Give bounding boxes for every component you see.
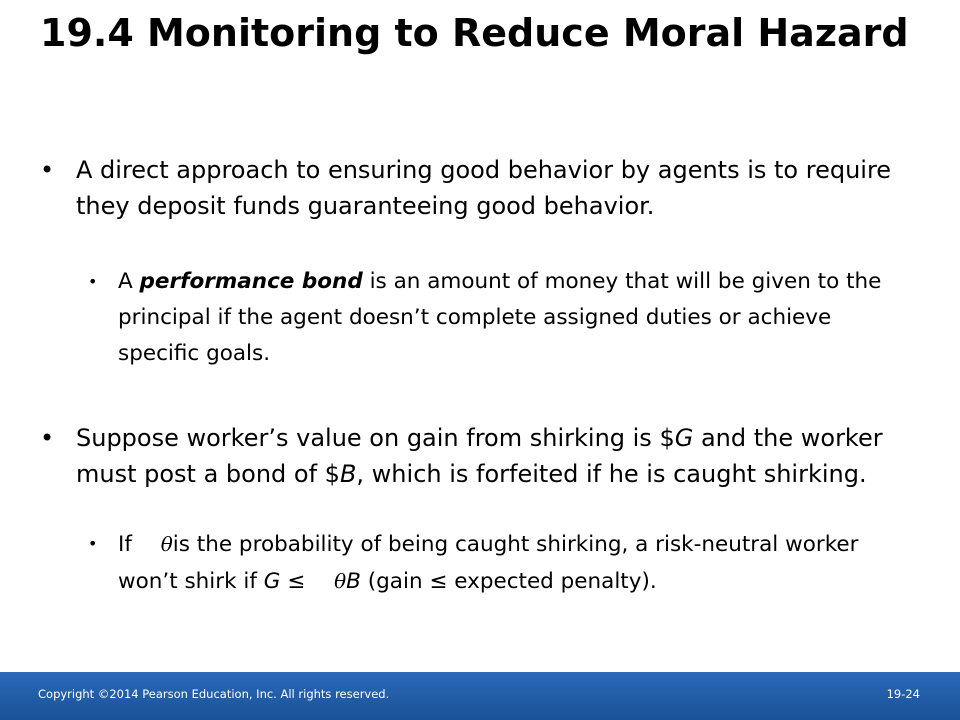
sub-bullet-item: [88, 264, 908, 372]
copyright-text: Copyright ©2014 Pearson Education, Inc. All rights reserved.: [38, 687, 390, 701]
sub-bullet-text-part: (gain ≤ expected penalty).: [360, 569, 657, 594]
sub-bullet-item: [88, 526, 908, 600]
bullet-item: [40, 420, 900, 492]
bullet-icon: •: [40, 424, 55, 452]
theta-symbol: θ: [334, 569, 347, 593]
performance-bond-term: performance bond: [139, 269, 363, 294]
variable-b: B: [339, 460, 357, 488]
slide-title: 19.4 Monitoring to Reduce Moral Hazard: [40, 11, 909, 55]
bullet-text: [76, 420, 900, 492]
sub-bullet-icon: •: [88, 272, 98, 291]
sub-bullet-text: [118, 264, 908, 372]
bullet-item: [40, 152, 900, 224]
bullet-text-part: and the worker must post a bond of $: [76, 424, 883, 488]
variable-g: G: [674, 424, 694, 452]
bullet-text-part: , which is forfeited if he is caught shirking.: [356, 460, 867, 488]
sub-bullet-text-part: If: [118, 532, 139, 557]
bullet-text-part: Suppose worker’s value on gain from shirking is $: [76, 424, 675, 452]
bullet-text: A direct approach to ensuring good behavior by agents is to require they deposit funds guaranteeing good behavior.: [76, 156, 892, 220]
sub-bullet-text: [118, 526, 908, 600]
sub-bullet-prefix: A: [118, 269, 140, 294]
variable-b: B: [346, 569, 361, 594]
page-number: 19-24: [886, 687, 920, 701]
sub-bullet-text-part: is the probability of being caught shirking, a risk-neutral worker won’t shirk if: [118, 532, 859, 594]
footer-bar: [0, 672, 960, 720]
bullet-icon: •: [40, 156, 55, 184]
sub-bullet-rest: is an amount of money that will be given to the principal if the agent doesn’t complete assigned duties or achieve specific goals.: [118, 269, 882, 366]
variable-g: G: [263, 569, 281, 594]
sub-bullet-icon: •: [88, 534, 98, 553]
theta-symbol: θ: [160, 532, 173, 556]
leq-symbol: ≤: [280, 569, 313, 594]
